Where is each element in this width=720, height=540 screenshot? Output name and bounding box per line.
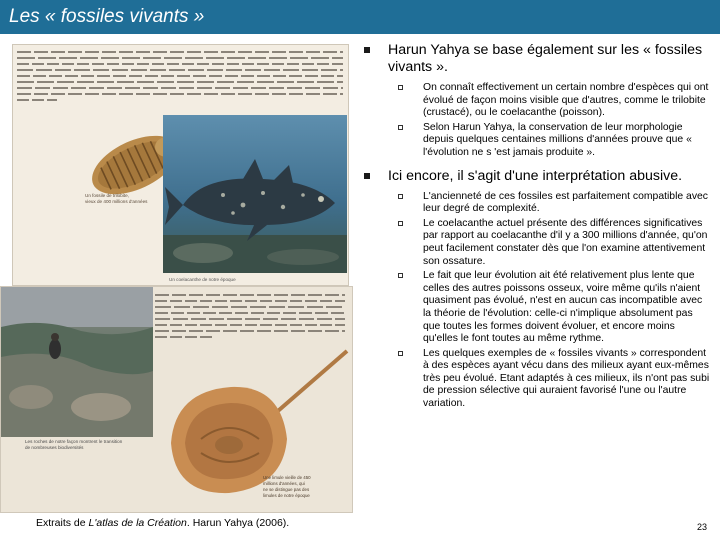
bullet-square-icon — [364, 173, 370, 179]
hollow-square-icon — [398, 85, 403, 90]
book-text-block — [17, 49, 343, 123]
horseshoe-crab-fossil-image — [151, 347, 351, 507]
slide-title: Les « fossiles vivants » — [9, 6, 205, 27]
beach-caption: Les roches de notre façon montrent le transition de nombreuses biodiversités — [25, 439, 123, 450]
limule-caption: Une limule vieille de 450 millions d'années, qui ne se distingue pas des limules de notre époque — [263, 475, 311, 498]
bullet-list — [360, 42, 710, 413]
sub-bullet: Selon Harun Yahya, la conservation de leur morphologie depuis quelques centaines millions d'années prouve que « l'évolution ne s 'est jamais produite ». — [360, 122, 710, 160]
hollow-square-icon — [398, 273, 403, 278]
figure-source-caption: Extraits de L'atlas de la Création. Harun Yahya (2006). — [36, 517, 290, 529]
page-number: 23 — [697, 522, 708, 532]
book-page-trilobite-coelacanth — [12, 44, 349, 286]
figure-area — [0, 36, 352, 510]
bullet-square-icon — [364, 47, 370, 53]
coelacanth-caption: Un coelacanthe de notre époque — [169, 277, 236, 282]
book-page-limule — [0, 286, 353, 513]
sub-bullet: On connaît effectivement un certain nombre d'espèces qui ont évolué de façon moins visible que d'autres, comme le trilobite (crustacé), ou le coelacanthe (poisson). — [360, 82, 710, 120]
sub-bullet: Les quelques exemples de « fossiles vivants » correspondent à des espèces ayant vécu dans des milieux ayant eux-mêmes très peu évolué. Etant adaptés à ces milieux, ils n'ont pas subi de pression sélective qui auraient favorisé l'une ou l'autre variation. — [360, 348, 710, 411]
hollow-square-icon — [398, 194, 403, 199]
sub-bullet: L'ancienneté de ces fossiles est parfaitement compatible avec leur degré de complexité. — [360, 191, 710, 216]
trilobite-caption: Un fossile de trilobite, vieux de 400 millions d'années — [85, 193, 148, 204]
beach-rocks-photo — [1, 287, 153, 437]
title-bar — [0, 0, 720, 34]
hollow-square-icon — [398, 351, 403, 356]
bullet-interpretation: Ici encore, il s'agit d'une interprétation abusive. — [360, 168, 710, 185]
coelacanth-photo — [163, 115, 347, 273]
bullet-harun-yahya: Harun Yahya se base également sur les « fossiles vivants ». — [360, 42, 710, 76]
hollow-square-icon — [398, 221, 403, 226]
hollow-square-icon — [398, 125, 403, 130]
sub-bullet: Le fait que leur évolution ait été relativement plus lente que celles des autres poissons osseux, voire même qu'ils n'aient quasiment pas évolué, n'est en aucun cas incompatible avec la théorie de l'évolution: celle-ci n'implique absolument pas que toutes les formes doivent évoluer, et encore moins qu'elles le font toutes au même rythme. — [360, 270, 710, 346]
sub-bullet: Le coelacanthe actuel présente des différences significatives par rapport au coelacanthe d'il y a 300 millions d'année, qu'on peut facilement constater dès que l'on examine attentivement son ossature. — [360, 218, 710, 268]
